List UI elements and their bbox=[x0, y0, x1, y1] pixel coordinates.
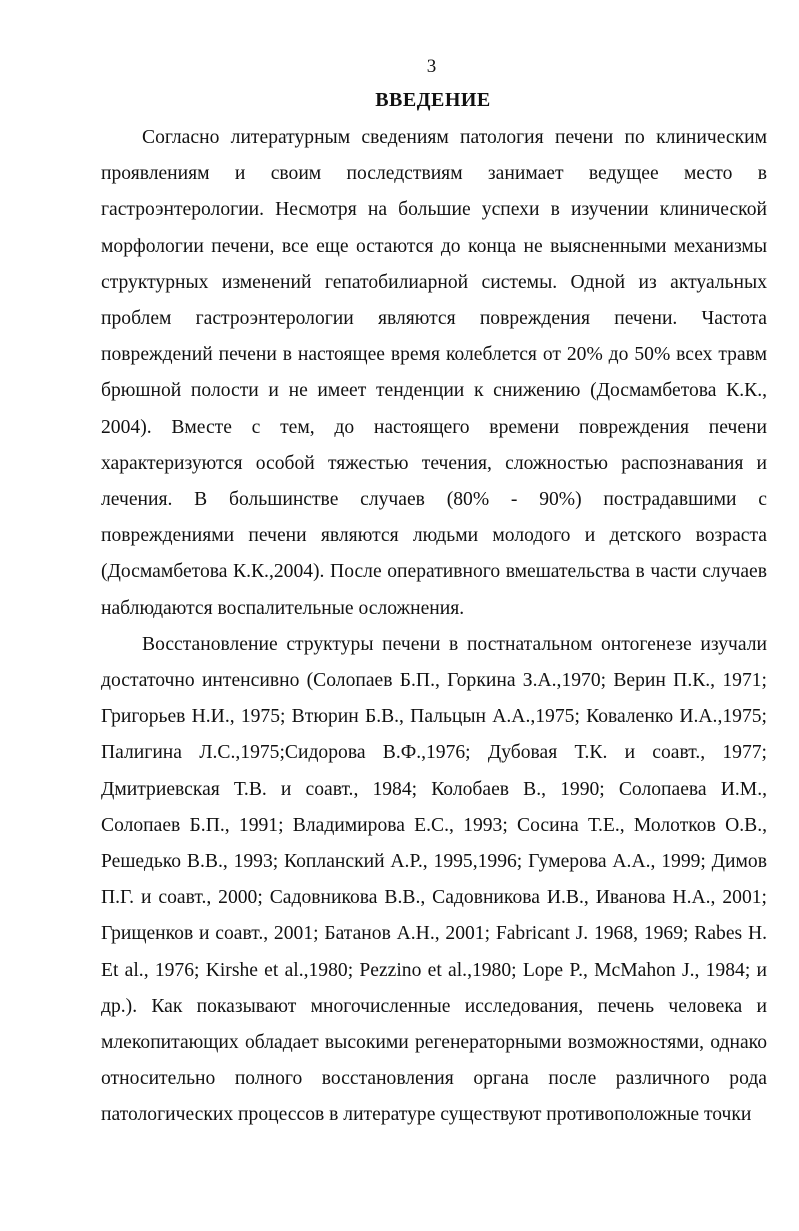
page-title: ВВЕДЕНИЕ bbox=[375, 89, 491, 111]
document-body bbox=[101, 120, 767, 1134]
page-number: 3 bbox=[426, 56, 437, 77]
paragraph: Восстановление структуры печени в постнатальном онтогенезе изучали достаточно интенсивно (Солопаев Б.П., Горкина З.А.,1970; Верин П.К., 1971; Григорьев Н.И., 1975; Втюрин Б.В., Пальцын А.А.,1975; Коваленко И.А.,1975; Палигина Л.С.,1975;Сидорова В.Ф.,1976; Дубовая Т.К. и соавт., 1977; Дмитриевская Т.В. и соавт., 1984; Колобаев В., 1990; Солопаева И.М., Солопаев Б.П., 1991; Владимирова Е.С., 1993; Сосина Т.Е., Молотков О.В., Решедько В.В., 1993; Копланский А.Р., 1995,1996; Гумерова А.А., 1999; Димов П.Г. и соавт., 2000; Садовникова В.В., Садовникова И.В., Иванова Н.А., 2001; Грищенков и соавт., 2001; Батанов А.Н., 2001; Fabricant J. 1968, 1969; Rabes H. Et al., 1976; Kirshe et al.,1980; Pezzino et al.,1980; Lope P., McMahon J., 1984; и др.). Как показывают многочисленные исследования, печень человека и млекопитающих обладает высокими регенераторными возможностями, однако относительно полного восстановления органа после различного рода патологических процессов в литературе существуют противоположные точки bbox=[101, 633, 767, 1126]
paragraph: Согласно литературным сведениям патология печени по клиническим проявлениям и своим последствиям занимает ведущее место в гастроэнтерологии. Несмотря на большие успехи в изучении клинической морфологии печени, все еще остаются до конца не выясненными механизмы структурных изменений гепатобилиарной системы. Одной из актуальных проблем гастроэнтерологии являются повреждения печени. Частота повреждений печени в настоящее время колеблется от 20% до 50% всех травм брюшной полости и не имеет тенденции к снижению (Досмамбетова К.К., 2004). Вместе с тем, до настоящего времени повреждения печени характеризуются особой тяжестью течения, сложностью распознавания и лечения. В большинстве случаев (80% - 90%) пострадавшими с повреждениями печени являются людьми молодого и детского возраста (Досмамбетова К.К.,2004). После оперативного вмешательства в части случаев наблюдаются воспалительные осложнения. bbox=[101, 127, 767, 619]
